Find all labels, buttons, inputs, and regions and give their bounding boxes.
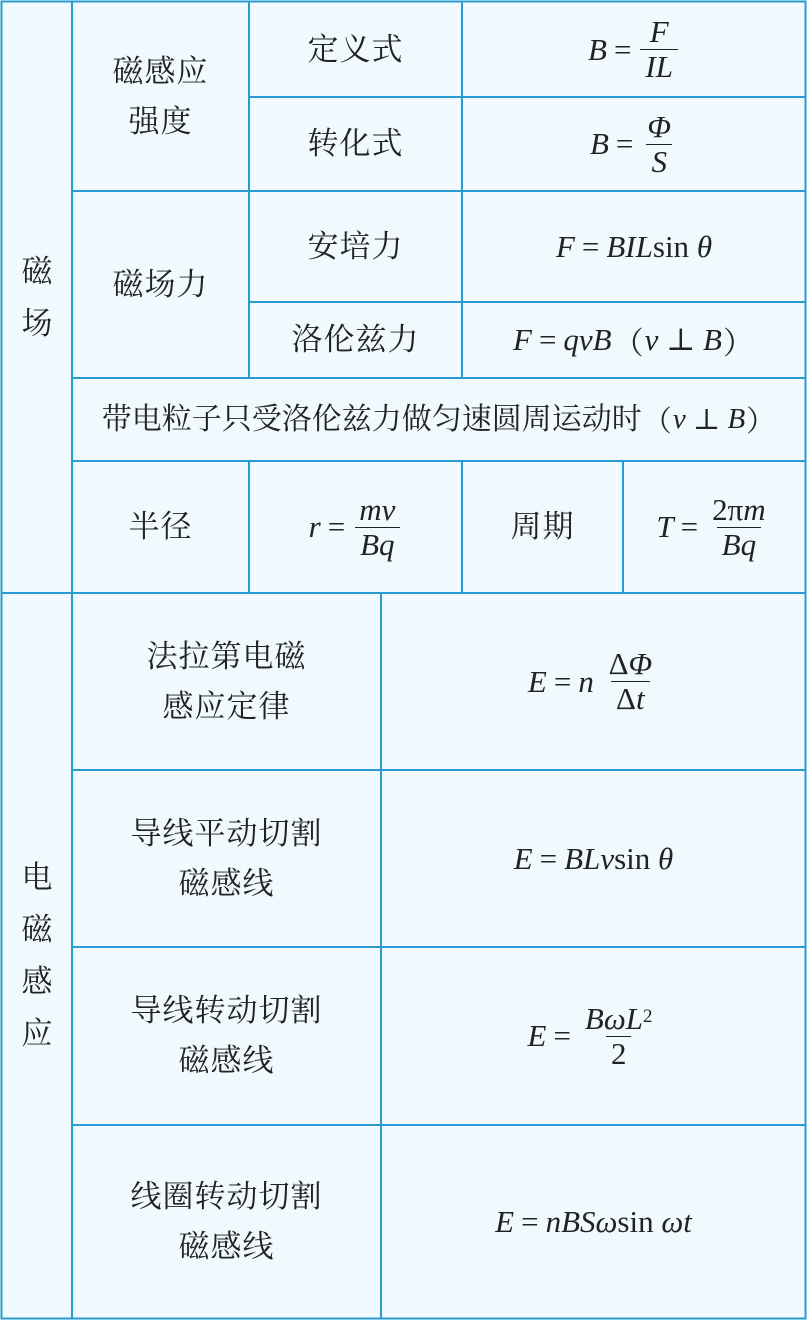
group-label: 磁感应强度 bbox=[112, 53, 209, 140]
formula-symbol: n bbox=[578, 663, 594, 699]
numerator: F bbox=[649, 14, 669, 49]
denominator: IL bbox=[640, 49, 678, 82]
denominator: Bq bbox=[355, 527, 399, 560]
formula-symbol: B bbox=[703, 322, 722, 357]
formula-lorentz-force: F = qvB （ v ⊥ B ） bbox=[513, 322, 754, 361]
fraction bbox=[604, 646, 658, 716]
label-rotational-cutting bbox=[72, 947, 381, 1125]
label-faraday-law bbox=[72, 593, 381, 770]
formula-function: sin bbox=[614, 840, 651, 876]
numerator: 2 π m bbox=[712, 491, 766, 527]
label-conversion bbox=[249, 97, 462, 191]
label-coil-rotation bbox=[72, 1125, 381, 1318]
formula-symbol: B bbox=[727, 403, 746, 435]
section-header-magnetic-field bbox=[2, 2, 72, 593]
row-label: 定义式 bbox=[307, 31, 404, 68]
numerator: BωL $^2$ bbox=[584, 1000, 653, 1036]
perpendicular-symbol: ⊥ bbox=[666, 322, 696, 357]
formula-symbol: v bbox=[672, 403, 686, 435]
group-label-induction-strength bbox=[72, 2, 249, 191]
formula-term: BIL bbox=[606, 228, 653, 264]
label-radius bbox=[72, 461, 249, 593]
label-definition bbox=[249, 2, 462, 97]
formula-function: sin bbox=[617, 1203, 654, 1239]
formula-conversion: B = $\frac{\Phi}{S}$ bbox=[462, 97, 806, 191]
label-ampere-force bbox=[249, 191, 462, 302]
fraction bbox=[580, 1000, 658, 1071]
formula-symbol: r bbox=[308, 509, 321, 544]
formula-term: BLv bbox=[564, 840, 615, 876]
formula-symbol: E bbox=[513, 840, 533, 876]
formula-symbol: B bbox=[588, 31, 607, 67]
formula-symbol: B bbox=[589, 126, 609, 161]
row-label: 半径 bbox=[128, 509, 193, 545]
numerator: Δ Φ bbox=[608, 646, 653, 681]
circular-motion-heading bbox=[72, 378, 806, 461]
row-label: 导线转动切割磁感线 bbox=[130, 993, 323, 1079]
formula-symbol: F bbox=[555, 228, 575, 264]
row-label: 安培力 bbox=[307, 228, 404, 265]
formula-symbol: θ bbox=[696, 228, 713, 264]
fraction bbox=[640, 14, 678, 84]
numerator: mv bbox=[359, 491, 396, 527]
formula-symbol: F bbox=[513, 322, 532, 357]
row-label: 导线平动切割磁感线 bbox=[130, 815, 323, 902]
section-header-induction bbox=[2, 593, 72, 1318]
row-label: 转化式 bbox=[307, 126, 404, 162]
formula-symbol: θ bbox=[658, 840, 674, 876]
formula-symbol: E bbox=[495, 1203, 515, 1239]
formula-coil-rotation: E = nBSω sin ωt bbox=[495, 1203, 692, 1239]
fraction bbox=[354, 491, 400, 562]
section-title: 电磁感应 bbox=[21, 859, 53, 1052]
formula-symbol: v bbox=[644, 322, 659, 357]
formula-symbol: E bbox=[527, 663, 547, 699]
denominator: 2 bbox=[606, 1036, 632, 1069]
label-lorentz-force bbox=[249, 302, 462, 378]
heading-text: 带电粒子只受洛伦兹力做匀速圆周运动时 bbox=[101, 401, 642, 437]
row-label: 洛伦兹力 bbox=[291, 322, 420, 358]
row-label: 线圈转动切割磁感线 bbox=[130, 1178, 323, 1265]
formula-translational-cutting: E = BLv sin θ bbox=[513, 840, 674, 876]
numerator: Φ bbox=[647, 108, 672, 144]
formula-symbol: T bbox=[656, 509, 674, 544]
row-label: 周期 bbox=[510, 509, 575, 545]
denominator: Δ t bbox=[611, 681, 650, 714]
label-period bbox=[462, 461, 623, 593]
formula-period: T = 2 π m Bq bbox=[623, 461, 806, 593]
formula-definition: B = $\frac{F}{IL}$ bbox=[462, 2, 806, 97]
heading-condition: （ v ⊥ B ） bbox=[642, 403, 776, 438]
label-translational-cutting bbox=[72, 770, 381, 947]
formula-term: qvB bbox=[563, 322, 612, 357]
formula-ampere-force: F = BIL sin θ bbox=[555, 228, 713, 264]
formula-radius: r = $\frac{mv}{Bq}$ bbox=[249, 461, 462, 593]
formula-symbol: ωt bbox=[661, 1203, 692, 1239]
formula-faraday-law: E = n Δ Φ Δ t bbox=[381, 593, 806, 770]
perpendicular-symbol: ⊥ bbox=[692, 404, 721, 436]
denominator: Bq bbox=[717, 527, 761, 560]
group-label: 磁场力 bbox=[112, 266, 209, 303]
group-label-magnetic-force bbox=[72, 191, 249, 378]
formula-rotational-cutting: E = BωL $^2$ 2 bbox=[381, 947, 806, 1125]
fraction bbox=[642, 108, 676, 179]
row-label: 法拉第电磁感应定律 bbox=[146, 638, 307, 725]
denominator: S bbox=[646, 144, 672, 177]
formula-term: nBSω bbox=[545, 1203, 618, 1239]
section-title: 磁场 bbox=[21, 253, 53, 342]
formula-function: sin bbox=[652, 228, 690, 264]
formula-symbol: E bbox=[527, 1018, 547, 1053]
